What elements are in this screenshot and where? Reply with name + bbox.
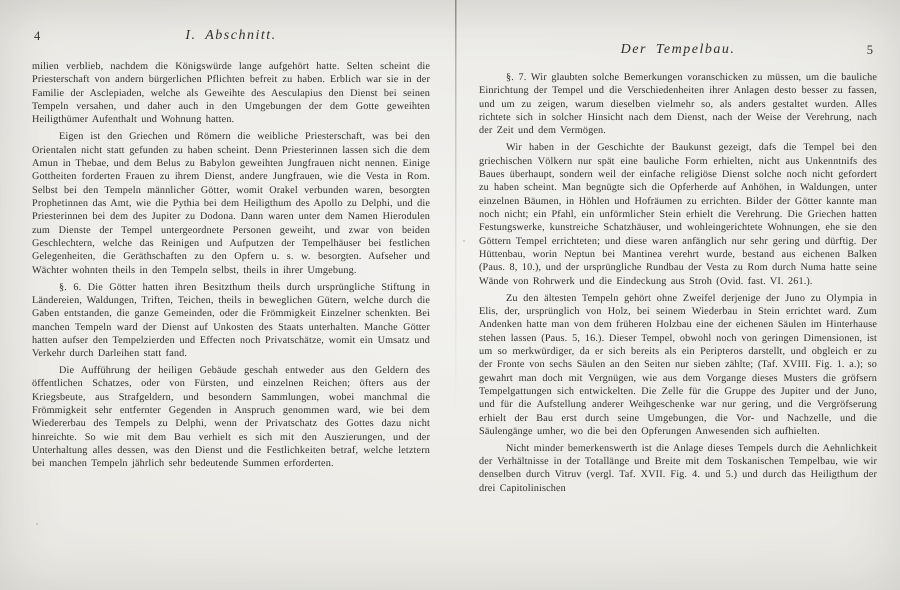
paragraph: Zu den ältesten Tempeln gehört ohne Zweifel derjenige der Juno zu Olympia in Elis, der, ursprünglich von Holz, bei seinem Wiederbau in Stein errichtet ward. Zum Andenken hatte man von dem früheren Holzbau eine der eichenen Säulen im Hinterhause stehen lassen (Paus. 5, 16.). Dieser Tempel, obwohl noch von geringen Dimensionen, ist um so merkwürdiger, da er sich bereits als ein Peripteros darstellt, und obgleich er zu der Fronte von sechs Säulen an den Seiten nur sieben zählte; (Taf. XVIII. Fig. 1. a.); so gewahrt man doch mit Vergnügen, wie aus dem Vorgange dieses Musters die gröfsern Tempelgattungen sich entwickelten. Die Zelle für die Gruppe des Jupiter und der Juno, und für die Aufstellung anderer Weihgeschenke war nur gering, und die Vergröfserung erhielt der Bau erst durch seine Umgebungen, die Vor- und Nachzelle, und die Säulengänge umher, wo die bei den Opferungen Anwesenden sich aufhielten. xyxy=(479,292,877,437)
paragraph: Eigen ist den Griechen und Römern die weibliche Priesterschaft, was bei den Orientalen nicht statt gefunden zu haben scheint. Denn Priesterinnen lassen sich die dem Amun in Thebae, und dem Belus zu Babylon geweihten Jungfrauen nicht nennen. Einige Gottheiten forderten Frauen zu ihrem Dienst, andere Jungfrauen, wie die Vesta in Rom. Selbst bei den Tempeln männlicher Götter, womit Orakel verbunden waren, besorgten Prophetinnen das Amt, wie die Pythia bei dem Heiligthum des Apollo zu Delphi, und die Priesterinnen bei dem des Jupiter zu Dodona. Dann waren unter dem Namen Hierodulen zum Dienste der Tempel untergeordnete Personen geweiht, und zwar von beiden Geschlechtern, welche das Reinigen und Aufputzen der Tempelhäuser bei festlichen Gelegenheiten, die Geräthschaften zu den Opfern u. s. w. besorgten. Aufseher und Wächter wohnten theils in den Tempeln selbst, theils in ihrer Umgebung. xyxy=(32,131,430,276)
left-page-number: 4 xyxy=(34,29,41,43)
paragraph: Wir haben in der Geschichte der Baukunst gezeigt, dafs die Tempel bei den griechischen Völkern nur spät eine bauliche Form erhielten, nicht aus Unkenntnifs des Baues überhaupt, sondern weil der einfache religiöse Dienst solche noch nicht gefordert zu haben scheint. Man begnügte sich die Opferherde auf Anhöhen, in Waldungen, unter einzelnen Bäumen, in Höhlen und Hofräumen zu errichten. Bilder der Götter kannte man noch nicht; ein Pfahl, ein unförmlicher Stein erhielt die Verehrung. Die Griechen hatten Festungswerke, kunstreiche Schatzhäuser, und wohleingerichtete Wohnungen, ehe sie den Göttern Tempel errichteten; und diese waren anfänglich nur sehr gering und dürftig. Der Hüttenbau, worin Neptun bei Mantinea verehrt wurde, bestand aus eichenen Balken (Paus. 8, 10.), und der ursprüngliche Rundbau der Vesta zu Rom durch Numa hatte seine Wände von Rohrwerk und die Eindeckung aus Stroh (Ovid. fast. VI. 261.). xyxy=(479,142,877,287)
scan-speck xyxy=(36,523,38,525)
right-running-head: Der Tempelbau. xyxy=(620,42,736,57)
paragraph: Die Aufführung der heiligen Gebäude geschah entweder aus den Geldern des öffentlichen Schatzes, oder von Fürsten, und einzelnen Reichen; öfters aus der Kriegsbeute, aus Strafgeldern, und besondern Sammlungen, wobei manchmal die Frömmigkeit sehr entfernter Gegenden in Anspruch genommen ward, wie bei dem Wiedererbau des Tempels zu Delphi, wenn der Privatschatz des Gottes dazu nicht hinreichte. So wie mit dem Bau verhielt es sich mit den Auszierungen, und der Unterhaltung alles dessen, was den Dienst und die Festlichkeiten betraf, welche letztern bei manchen Tempeln jährlich sehr bedeutende Summen erforderten. xyxy=(32,365,430,470)
paragraph: milien verblieb, nachdem die Königswürde lange aufgehört hatte. Selten scheint die Priesterschaft von andern bürgerlichen Pflichten befreit zu haben. Erblich war sie in der Familie der Asclepiaden, welche als Geweihte des Aesculapius den Dienst bei seinen Tempeln versahen, und daher auch in den Umgebungen der dem Gotte geweihten Heiligthümer Aufenthalt und Wohnung hatten. xyxy=(32,61,430,126)
gutter-fold xyxy=(452,0,460,420)
right-page-number: 5 xyxy=(866,43,873,57)
right-running-head-row xyxy=(479,42,877,60)
paragraph: §. 6. Die Götter hatten ihren Besitzthum theils durch ursprüngliche Stiftung in Ländereien, Waldungen, Triften, Teichen, theils in beweglichen Gütern, welche durch die Gaben entstanden, die ganze Gemeinden, oder die Frömmigkeit Einzelner schenkten. Bei manchen Tempeln ward der Dienst auf Unkosten des Staats unterhalten. Manche Götter hatten aufser den Tempelzierden und Effecten noch Privatschätze, womit ein Umsatz und Verkehr durch Darleihen statt fand. xyxy=(32,281,430,360)
scan-speck xyxy=(463,240,465,242)
left-page-body xyxy=(32,60,430,471)
left-running-head: I. Abschnitt. xyxy=(185,28,277,43)
paragraph: Nicht minder bemerkenswerth ist die Anlage dieses Tempels durch die Aehnlichkeit der Verhältnisse in der Totallänge und Breite mit dem Toskanischen Tempelbau, wie wir denselben durch Vitruv (vergl. Taf. XVII. Fig. 4. und 5.) und durch das Heiligthum der drei Capitolinischen xyxy=(479,442,877,494)
left-running-head-row xyxy=(32,28,430,46)
page-right xyxy=(479,42,877,495)
paragraph: §. 7. Wir glaubten solche Bemerkungen voranschicken zu müssen, um die bauliche Einrichtung der Tempel und die Verschiedenheiten ihrer Anlagen desto besser zu fassen, und um zu zeigen, warum dieselben vielmehr so, als anders gestaltet wurden. Alles richtete sich in solcher Hinsicht nach dem Dienst, nach der Weise der Verehrung, nach der Zeit und dem Vermögen. xyxy=(479,72,877,137)
page-left xyxy=(32,28,430,471)
right-page-body xyxy=(479,71,877,495)
